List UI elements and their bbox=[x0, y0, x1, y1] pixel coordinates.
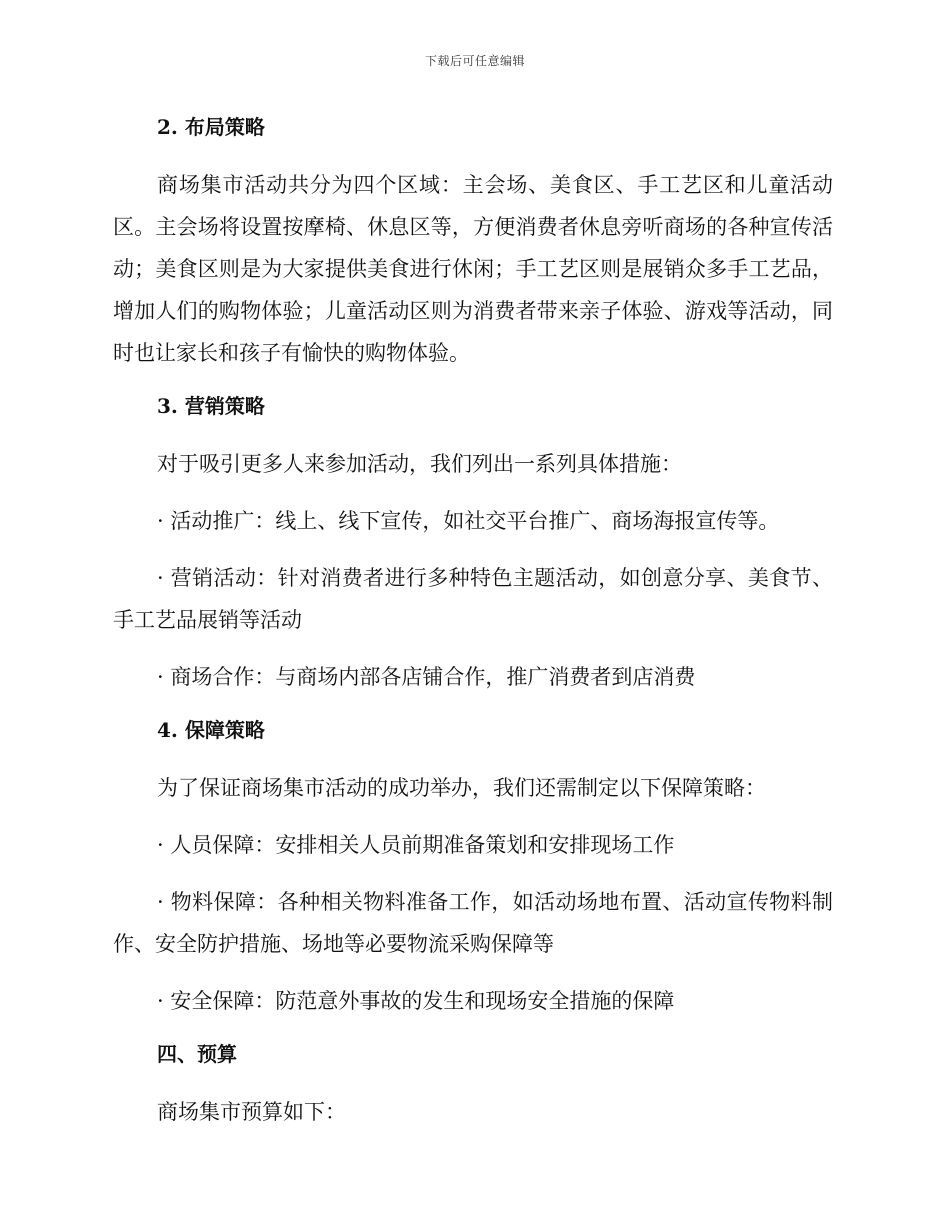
section-heading-marketing: 3. 营销策略 bbox=[157, 394, 265, 418]
guarantee-intro: 为了保证商场集市活动的成功举办，我们还需制定以下保障策略： bbox=[157, 776, 766, 800]
document-body bbox=[113, 110, 833, 1148]
budget-intro: 商场集市预算如下： bbox=[157, 1100, 346, 1124]
guarantee-item-safety: · 安全保障：防范意外事故的发生和现场安全措施的保障 bbox=[157, 989, 675, 1013]
marketing-item-promotion: · 活动推广：线上、线下宣传，如社交平台推广、商场海报宣传等。 bbox=[157, 509, 780, 533]
guarantee-item-personnel: · 人员保障：安排相关人员前期准备策划和安排现场工作 bbox=[157, 833, 675, 857]
section-heading-budget: 四、预算 bbox=[157, 1042, 237, 1066]
layout-paragraph: 商场集市活动共分为四个区域：主会场、美食区、手工艺区和儿童活动区。主会场将设置按摩椅、休息区等，方便消费者休息旁听商场的各种宣传活动；美食区则是为大家提供美食进行休闲；手工艺区则是展销众多手工艺品，增加人们的购物体验；儿童活动区则为消费者带来亲子体验、游戏等活动，同时也让家长和孩子有愉快的购物体验。 bbox=[113, 173, 833, 365]
guarantee-item-materials: · 物料保障：各种相关物料准备工作，如活动场地布置、活动宣传物料制作、安全防护措施、场地等必要物流采购保障等 bbox=[113, 890, 833, 956]
marketing-intro: 对于吸引更多人来参加活动，我们列出一系列具体措施： bbox=[157, 452, 682, 476]
section-heading-layout: 2. 布局策略 bbox=[157, 115, 265, 139]
section-heading-guarantee: 4. 保障策略 bbox=[157, 718, 265, 742]
marketing-item-cooperation: · 商场合作：与商场内部各店铺合作，推广消费者到店消费 bbox=[157, 665, 696, 689]
marketing-item-activities: · 营销活动：针对消费者进行多种特色主题活动，如创意分享、美食节、手工艺品展销等活动 bbox=[113, 566, 833, 632]
page-header: 下载后可任意编辑 bbox=[424, 54, 525, 68]
